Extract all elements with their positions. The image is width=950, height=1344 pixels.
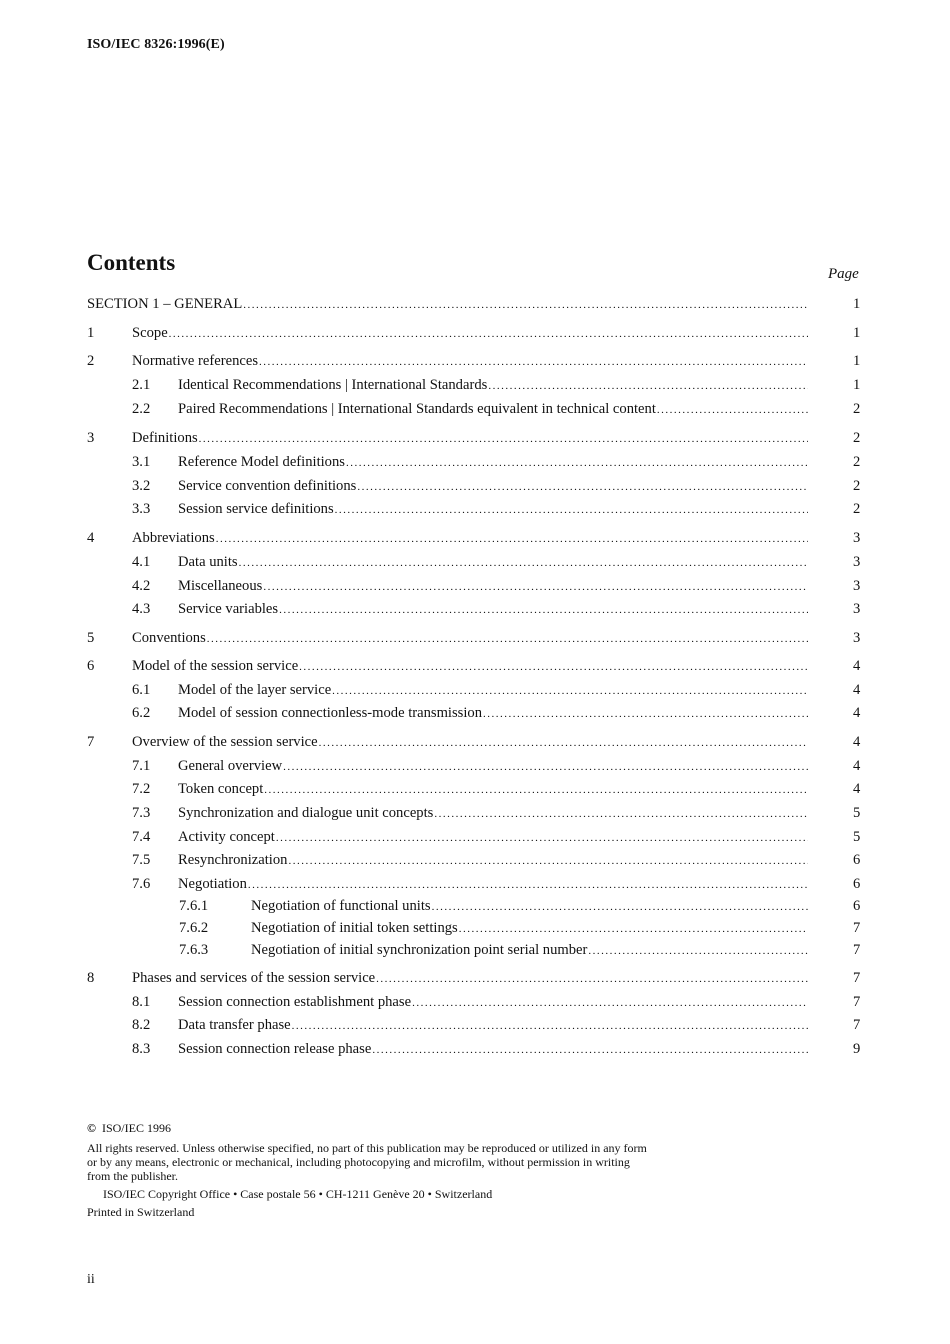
toc-entry-page: 7 [853,920,861,936]
toc-entry-title: Session connection release phase [178,1041,372,1057]
toc-entry-number: 3.3 [132,501,151,517]
leader-dots [239,553,808,572]
toc-entry-page: 2 [853,430,861,446]
toc-entry-title: Reference Model definitions [178,454,345,470]
leader-dots [263,577,808,596]
toc-entry-page: 4 [853,658,861,674]
toc-entry-page: 1 [853,296,861,312]
leader-dots [412,993,808,1012]
toc-entry[interactable] [0,375,950,395]
toc-entry[interactable] [0,703,950,723]
toc-entry-number: 6.2 [132,705,151,721]
toc-entry-page: 1 [853,353,861,369]
toc-entry-title: Session connection establishment phase [178,994,412,1010]
leader-dots [376,969,808,988]
toc-entry-title: Synchronization and dialogue unit concepts [178,805,434,821]
toc-entry-title: Activity concept [178,829,275,845]
toc-entry[interactable] [0,732,950,752]
toc-entry-number: 7.3 [132,805,151,821]
toc-entry-number: 7.6 [132,876,151,892]
toc-entry[interactable] [0,918,950,938]
toc-entry[interactable] [0,351,950,371]
toc-entry-title: SECTION 1 – GENERAL [87,296,243,312]
toc-entry[interactable] [0,628,950,648]
leader-dots [169,324,808,343]
toc-entry-number: 6 [87,658,95,674]
leader-dots [279,600,808,619]
toc-entry-number: 4.1 [132,554,151,570]
toc-entry-page: 6 [853,898,861,914]
leader-dots [199,429,808,448]
toc-entry[interactable] [0,874,950,894]
toc-entry-title: Identical Recommendations | International Standards [178,377,488,393]
toc-entry-page: 3 [853,578,861,594]
toc-entry[interactable] [0,680,950,700]
toc-entry-number: 8 [87,970,95,986]
toc-entry[interactable] [0,576,950,596]
toc-entry-number: 1 [87,325,95,341]
toc-entry-title: Data units [178,554,238,570]
toc-entry-number: 7.6.3 [179,942,209,958]
toc-entry-number: 7.1 [132,758,151,774]
toc-entry-page: 2 [853,501,861,517]
leader-dots [657,400,808,419]
toc-entry-title: General overview [178,758,283,774]
toc-entry-title: Token concept [178,781,264,797]
leader-dots [248,875,808,894]
toc-entry[interactable] [0,323,950,343]
toc-entry-number: 7.5 [132,852,151,868]
toc-entry-page: 6 [853,876,861,892]
page-number: ii [87,1272,95,1287]
toc-entry-title: Definitions [132,430,198,446]
toc-entry-page: 4 [853,781,861,797]
toc-entry-title: Data transfer phase [178,1017,291,1033]
toc-entry-page: 3 [853,530,861,546]
page-column-label: Page [828,266,859,282]
leader-dots [588,941,808,960]
toc-entry-title: Abbreviations [132,530,215,546]
toc-entry[interactable] [0,779,950,799]
copyright-block [87,1121,647,1219]
toc-entry[interactable] [0,499,950,519]
leader-dots [372,1040,808,1059]
toc-entry[interactable] [0,476,950,496]
leader-dots [207,629,808,648]
toc-entry-number: 8.3 [132,1041,151,1057]
toc-entry[interactable] [0,399,950,419]
toc-entry[interactable] [0,803,950,823]
copyright-symbol: © [87,1121,96,1135]
toc-entry-title: Model of the layer service [178,682,332,698]
toc-entry-page: 1 [853,377,861,393]
toc-entry[interactable] [0,452,950,472]
toc-entry-page: 9 [853,1041,861,1057]
toc-entry[interactable] [0,756,950,776]
toc-entry-title: Paired Recommendations | International Standards equivalent in technical content [178,401,656,417]
toc-entry-title: Miscellaneous [178,578,263,594]
toc-entry-title: Session service definitions [178,501,334,517]
toc-entry-title: Negotiation [178,876,247,892]
toc-entry-number: 2 [87,353,95,369]
copyright-office: ISO/IEC Copyright Office • Case postale 56 • CH-1211 Genève 20 • Switzerland [103,1187,493,1201]
toc-entry-title: Negotiation of initial token settings [251,920,458,936]
page-title: Contents [87,250,176,275]
toc-entry-number: 5 [87,630,95,646]
toc-entry-page: 7 [853,994,861,1010]
copyright-notice: ISO/IEC 1996 [101,1121,171,1135]
toc-entry-page: 6 [853,852,861,868]
toc-entry-title: Service convention definitions [178,478,357,494]
toc-entry-page: 1 [853,325,861,341]
toc-entry-title: Conventions [132,630,206,646]
leader-dots [335,500,808,519]
toc-entry-title: Model of session connectionless-mode transmission [178,705,482,721]
toc-entry[interactable] [0,850,950,870]
leader-dots [357,477,808,496]
leader-dots [459,919,808,938]
leader-dots [434,804,808,823]
leader-dots [276,828,808,847]
toc-entry-page: 2 [853,401,861,417]
toc-entry-title: Negotiation of functional units [251,898,431,914]
toc-entry-page: 4 [853,682,861,698]
toc-entry-title: Service variables [178,601,279,617]
toc-entry[interactable] [0,1015,950,1035]
toc-entry[interactable] [0,1039,950,1059]
leader-dots [319,733,808,752]
toc-entry[interactable] [0,968,950,988]
leader-dots [299,657,808,676]
toc-entry[interactable] [0,896,950,916]
toc-entry-page: 4 [853,758,861,774]
toc-entry[interactable] [0,294,950,314]
printed-in: Printed in Switzerland [87,1205,195,1219]
leader-dots [259,352,808,371]
toc-entry-page: 3 [853,554,861,570]
toc-entry-number: 2.2 [132,401,151,417]
toc-entry-number: 3 [87,430,95,446]
toc-entry[interactable] [0,428,950,448]
leader-dots [292,1016,808,1035]
toc-entry-title: Normative references [132,353,258,369]
toc-entry-number: 3.2 [132,478,151,494]
toc-entry-number: 4.3 [132,601,151,617]
rights-statement: All rights reserved. Unless otherwise specified, no part of this publication may be reproduced or utilized in any form or by any means, electronic or mechanical, including photocopying and microfilm, without permission in writing from the publisher. [87,1141,647,1183]
document-id-header: ISO/IEC 8326:1996(E) [87,37,225,52]
toc-entry-title: Negotiation of initial synchronization point serial number [251,942,588,958]
toc-entry-number: 4.2 [132,578,151,594]
toc-entry-page: 3 [853,630,861,646]
leader-dots [264,780,808,799]
leader-dots [488,376,808,395]
toc-entry[interactable] [0,940,950,960]
toc-entry-number: 7.6.2 [179,920,209,936]
toc-entry-number: 8.2 [132,1017,151,1033]
toc-entry-title: Phases and services of the session service [132,970,376,986]
toc-entry-number: 4 [87,530,95,546]
toc-entry-page: 4 [853,734,861,750]
toc-entry-number: 7.6.1 [179,898,209,914]
toc-entry-title: Resynchronization [178,852,288,868]
leader-dots [432,897,808,916]
toc-entry-page: 5 [853,805,861,821]
leader-dots [346,453,808,472]
toc-entry[interactable] [0,528,950,548]
toc-entry-number: 2.1 [132,377,151,393]
leader-dots [288,851,808,870]
toc-entry-page: 4 [853,705,861,721]
toc-entry-page: 7 [853,942,861,958]
toc-entry-page: 3 [853,601,861,617]
toc-entry[interactable] [0,552,950,572]
leader-dots [332,681,808,700]
toc-entry-number: 3.1 [132,454,151,470]
toc-entry-page: 5 [853,829,861,845]
toc-entry[interactable] [0,992,950,1012]
toc-entry-number: 6.1 [132,682,151,698]
leader-dots [483,704,808,723]
leader-dots [243,295,808,314]
toc-entry-page: 2 [853,454,861,470]
toc-entry[interactable] [0,827,950,847]
toc-entry-title: Overview of the session service [132,734,318,750]
toc-entry[interactable] [0,599,950,619]
leader-dots [283,757,808,776]
leader-dots [216,529,808,548]
toc-entry-number: 7.4 [132,829,151,845]
toc-entry-title: Scope [132,325,168,341]
toc-entry-number: 7 [87,734,95,750]
toc-entry-number: 7.2 [132,781,151,797]
toc-entry-title: Model of the session service [132,658,299,674]
toc-entry-page: 7 [853,970,861,986]
toc-entry-number: 8.1 [132,994,151,1010]
toc-entry-page: 2 [853,478,861,494]
toc-entry-page: 7 [853,1017,861,1033]
toc-entry[interactable] [0,656,950,676]
